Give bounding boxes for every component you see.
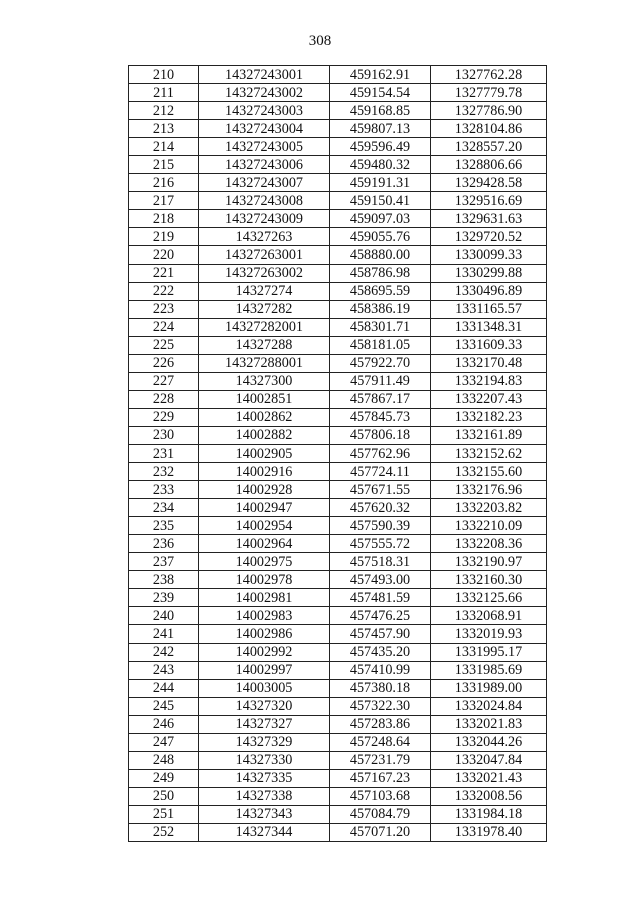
y-coordinate-cell: 1329516.69	[431, 192, 547, 210]
point-id-cell: 14327288	[199, 336, 330, 354]
y-coordinate-cell: 1329428.58	[431, 174, 547, 192]
point-id-cell: 14327243008	[199, 192, 330, 210]
point-id-cell: 14327344	[199, 823, 330, 841]
point-number-cell: 213	[129, 120, 199, 138]
table-row	[129, 246, 547, 264]
point-number-cell: 221	[129, 264, 199, 282]
y-coordinate-cell: 1332176.96	[431, 481, 547, 499]
point-id-cell: 14327274	[199, 282, 330, 300]
y-coordinate-cell: 1332068.91	[431, 607, 547, 625]
table-row	[129, 679, 547, 697]
y-coordinate-cell: 1331989.00	[431, 679, 547, 697]
y-coordinate-cell: 1332019.93	[431, 625, 547, 643]
point-number-cell: 240	[129, 607, 199, 625]
point-number-cell: 244	[129, 679, 199, 697]
point-id-cell: 14327243009	[199, 210, 330, 228]
point-id-cell: 14327343	[199, 805, 330, 823]
y-coordinate-cell: 1330496.89	[431, 282, 547, 300]
x-coordinate-cell: 459191.31	[330, 174, 431, 192]
point-id-cell: 14002978	[199, 571, 330, 589]
x-coordinate-cell: 457071.20	[330, 823, 431, 841]
table-row	[129, 444, 547, 462]
point-id-cell: 14002882	[199, 426, 330, 444]
point-number-cell: 215	[129, 156, 199, 174]
x-coordinate-cell: 459097.03	[330, 210, 431, 228]
table-row	[129, 535, 547, 553]
y-coordinate-cell: 1332047.84	[431, 751, 547, 769]
point-number-cell: 217	[129, 192, 199, 210]
table-row	[129, 661, 547, 679]
point-id-cell: 14002954	[199, 517, 330, 535]
table-row	[129, 643, 547, 661]
x-coordinate-cell: 457493.00	[330, 571, 431, 589]
point-number-cell: 237	[129, 553, 199, 571]
x-coordinate-cell: 459596.49	[330, 138, 431, 156]
x-coordinate-cell: 459150.41	[330, 192, 431, 210]
y-coordinate-cell: 1332125.66	[431, 589, 547, 607]
y-coordinate-cell: 1332008.56	[431, 787, 547, 805]
point-number-cell: 230	[129, 426, 199, 444]
x-coordinate-cell: 459807.13	[330, 120, 431, 138]
point-id-cell: 14327243004	[199, 120, 330, 138]
table-row	[129, 499, 547, 517]
y-coordinate-cell: 1332155.60	[431, 463, 547, 481]
point-number-cell: 219	[129, 228, 199, 246]
point-number-cell: 251	[129, 805, 199, 823]
table-row	[129, 426, 547, 444]
y-coordinate-cell: 1331995.17	[431, 643, 547, 661]
y-coordinate-cell: 1332024.84	[431, 697, 547, 715]
point-number-cell: 242	[129, 643, 199, 661]
x-coordinate-cell: 457845.73	[330, 408, 431, 426]
point-id-cell: 14002983	[199, 607, 330, 625]
x-coordinate-cell: 457590.39	[330, 517, 431, 535]
table-row	[129, 751, 547, 769]
y-coordinate-cell: 1332152.62	[431, 444, 547, 462]
y-coordinate-cell: 1332170.48	[431, 354, 547, 372]
table-row	[129, 138, 547, 156]
x-coordinate-cell: 459480.32	[330, 156, 431, 174]
x-coordinate-cell: 459162.91	[330, 66, 431, 84]
x-coordinate-cell: 458386.19	[330, 300, 431, 318]
point-id-cell: 14327243001	[199, 66, 330, 84]
y-coordinate-cell: 1327786.90	[431, 102, 547, 120]
table-row	[129, 354, 547, 372]
point-number-cell: 229	[129, 408, 199, 426]
table-row	[129, 318, 547, 336]
point-id-cell: 14002851	[199, 390, 330, 408]
table-row	[129, 282, 547, 300]
x-coordinate-cell: 457283.86	[330, 715, 431, 733]
table-row	[129, 120, 547, 138]
x-coordinate-cell: 457620.32	[330, 499, 431, 517]
table-row	[129, 553, 547, 571]
point-id-cell: 14327282	[199, 300, 330, 318]
point-id-cell: 14327263001	[199, 246, 330, 264]
y-coordinate-cell: 1332208.36	[431, 535, 547, 553]
y-coordinate-cell: 1332210.09	[431, 517, 547, 535]
point-number-cell: 248	[129, 751, 199, 769]
x-coordinate-cell: 457231.79	[330, 751, 431, 769]
point-id-cell: 14002997	[199, 661, 330, 679]
y-coordinate-cell: 1332194.83	[431, 372, 547, 390]
table-row	[129, 192, 547, 210]
table-row	[129, 264, 547, 282]
point-number-cell: 233	[129, 481, 199, 499]
y-coordinate-cell: 1330099.33	[431, 246, 547, 264]
point-number-cell: 232	[129, 463, 199, 481]
page-number: 308	[308, 33, 332, 49]
y-coordinate-cell: 1331984.18	[431, 805, 547, 823]
y-coordinate-cell: 1331985.69	[431, 661, 547, 679]
point-id-cell: 14002928	[199, 481, 330, 499]
point-number-cell: 220	[129, 246, 199, 264]
y-coordinate-cell: 1332044.26	[431, 733, 547, 751]
y-coordinate-cell: 1329720.52	[431, 228, 547, 246]
y-coordinate-cell: 1332160.30	[431, 571, 547, 589]
x-coordinate-cell: 457410.99	[330, 661, 431, 679]
table-row	[129, 156, 547, 174]
point-number-cell: 223	[129, 300, 199, 318]
point-number-cell: 214	[129, 138, 199, 156]
table-row	[129, 210, 547, 228]
table-row	[129, 805, 547, 823]
x-coordinate-cell: 457671.55	[330, 481, 431, 499]
point-id-cell: 14002981	[199, 589, 330, 607]
table-row	[129, 715, 547, 733]
coordinates-table	[128, 65, 547, 842]
point-id-cell: 14327288001	[199, 354, 330, 372]
point-id-cell: 14327243002	[199, 84, 330, 102]
y-coordinate-cell: 1331348.31	[431, 318, 547, 336]
y-coordinate-cell: 1332161.89	[431, 426, 547, 444]
table-row	[129, 571, 547, 589]
y-coordinate-cell: 1331165.57	[431, 300, 547, 318]
point-number-cell: 226	[129, 354, 199, 372]
x-coordinate-cell: 457911.49	[330, 372, 431, 390]
y-coordinate-cell: 1328104.86	[431, 120, 547, 138]
point-number-cell: 231	[129, 444, 199, 462]
x-coordinate-cell: 457867.17	[330, 390, 431, 408]
x-coordinate-cell: 457167.23	[330, 769, 431, 787]
point-number-cell: 250	[129, 787, 199, 805]
point-id-cell: 14327243006	[199, 156, 330, 174]
point-id-cell: 14327338	[199, 787, 330, 805]
point-id-cell: 14002947	[199, 499, 330, 517]
y-coordinate-cell: 1332182.23	[431, 408, 547, 426]
point-number-cell: 210	[129, 66, 199, 84]
point-id-cell: 14327320	[199, 697, 330, 715]
table-row	[129, 823, 547, 841]
x-coordinate-cell: 459168.85	[330, 102, 431, 120]
point-id-cell: 14002905	[199, 444, 330, 462]
x-coordinate-cell: 457248.64	[330, 733, 431, 751]
table-row	[129, 336, 547, 354]
point-number-cell: 238	[129, 571, 199, 589]
table-row	[129, 102, 547, 120]
point-number-cell: 252	[129, 823, 199, 841]
y-coordinate-cell: 1332203.82	[431, 499, 547, 517]
table-row	[129, 174, 547, 192]
table-row	[129, 390, 547, 408]
point-id-cell: 14327300	[199, 372, 330, 390]
point-id-cell: 14327243003	[199, 102, 330, 120]
x-coordinate-cell: 457435.20	[330, 643, 431, 661]
point-number-cell: 235	[129, 517, 199, 535]
y-coordinate-cell: 1327779.78	[431, 84, 547, 102]
x-coordinate-cell: 457457.90	[330, 625, 431, 643]
point-number-cell: 228	[129, 390, 199, 408]
x-coordinate-cell: 457762.96	[330, 444, 431, 462]
point-id-cell: 14002964	[199, 535, 330, 553]
y-coordinate-cell: 1328806.66	[431, 156, 547, 174]
point-number-cell: 225	[129, 336, 199, 354]
point-id-cell: 14327263002	[199, 264, 330, 282]
x-coordinate-cell: 458695.59	[330, 282, 431, 300]
point-number-cell: 247	[129, 733, 199, 751]
x-coordinate-cell: 458880.00	[330, 246, 431, 264]
x-coordinate-cell: 457922.70	[330, 354, 431, 372]
point-number-cell: 246	[129, 715, 199, 733]
x-coordinate-cell: 457806.18	[330, 426, 431, 444]
x-coordinate-cell: 458786.98	[330, 264, 431, 282]
point-number-cell: 243	[129, 661, 199, 679]
point-number-cell: 234	[129, 499, 199, 517]
point-number-cell: 212	[129, 102, 199, 120]
point-id-cell: 14002916	[199, 463, 330, 481]
point-number-cell: 245	[129, 697, 199, 715]
y-coordinate-cell: 1330299.88	[431, 264, 547, 282]
x-coordinate-cell: 458301.71	[330, 318, 431, 336]
point-number-cell: 216	[129, 174, 199, 192]
x-coordinate-cell: 457555.72	[330, 535, 431, 553]
point-id-cell: 14327243007	[199, 174, 330, 192]
table-row	[129, 697, 547, 715]
y-coordinate-cell: 1332207.43	[431, 390, 547, 408]
table-row	[129, 300, 547, 318]
x-coordinate-cell: 457084.79	[330, 805, 431, 823]
x-coordinate-cell: 459055.76	[330, 228, 431, 246]
x-coordinate-cell: 459154.54	[330, 84, 431, 102]
point-number-cell: 222	[129, 282, 199, 300]
point-id-cell: 14327263	[199, 228, 330, 246]
x-coordinate-cell: 457103.68	[330, 787, 431, 805]
x-coordinate-cell: 458181.05	[330, 336, 431, 354]
table-row	[129, 787, 547, 805]
x-coordinate-cell: 457322.30	[330, 697, 431, 715]
point-number-cell: 218	[129, 210, 199, 228]
point-id-cell: 14327327	[199, 715, 330, 733]
y-coordinate-cell: 1328557.20	[431, 138, 547, 156]
y-coordinate-cell: 1332021.83	[431, 715, 547, 733]
y-coordinate-cell: 1327762.28	[431, 66, 547, 84]
point-number-cell: 249	[129, 769, 199, 787]
point-id-cell: 14002975	[199, 553, 330, 571]
coordinates-table-body	[129, 66, 547, 842]
table-row	[129, 228, 547, 246]
y-coordinate-cell: 1332021.43	[431, 769, 547, 787]
table-row	[129, 733, 547, 751]
y-coordinate-cell: 1331609.33	[431, 336, 547, 354]
table-row	[129, 625, 547, 643]
point-number-cell: 236	[129, 535, 199, 553]
point-id-cell: 14327329	[199, 733, 330, 751]
x-coordinate-cell: 457380.18	[330, 679, 431, 697]
point-number-cell: 239	[129, 589, 199, 607]
point-id-cell: 14002986	[199, 625, 330, 643]
table-row	[129, 607, 547, 625]
point-number-cell: 241	[129, 625, 199, 643]
table-row	[129, 408, 547, 426]
point-number-cell: 227	[129, 372, 199, 390]
x-coordinate-cell: 457518.31	[330, 553, 431, 571]
table-row	[129, 481, 547, 499]
point-id-cell: 14327335	[199, 769, 330, 787]
point-number-cell: 211	[129, 84, 199, 102]
x-coordinate-cell: 457724.11	[330, 463, 431, 481]
table-row	[129, 463, 547, 481]
x-coordinate-cell: 457476.25	[330, 607, 431, 625]
y-coordinate-cell: 1331978.40	[431, 823, 547, 841]
point-id-cell: 14327243005	[199, 138, 330, 156]
x-coordinate-cell: 457481.59	[330, 589, 431, 607]
table-row	[129, 66, 547, 84]
y-coordinate-cell: 1329631.63	[431, 210, 547, 228]
point-id-cell: 14002992	[199, 643, 330, 661]
table-row	[129, 589, 547, 607]
point-id-cell: 14327330	[199, 751, 330, 769]
point-id-cell: 14003005	[199, 679, 330, 697]
point-number-cell: 224	[129, 318, 199, 336]
y-coordinate-cell: 1332190.97	[431, 553, 547, 571]
point-id-cell: 14002862	[199, 408, 330, 426]
table-row	[129, 84, 547, 102]
table-row	[129, 372, 547, 390]
table-row	[129, 517, 547, 535]
point-id-cell: 14327282001	[199, 318, 330, 336]
table-row	[129, 769, 547, 787]
